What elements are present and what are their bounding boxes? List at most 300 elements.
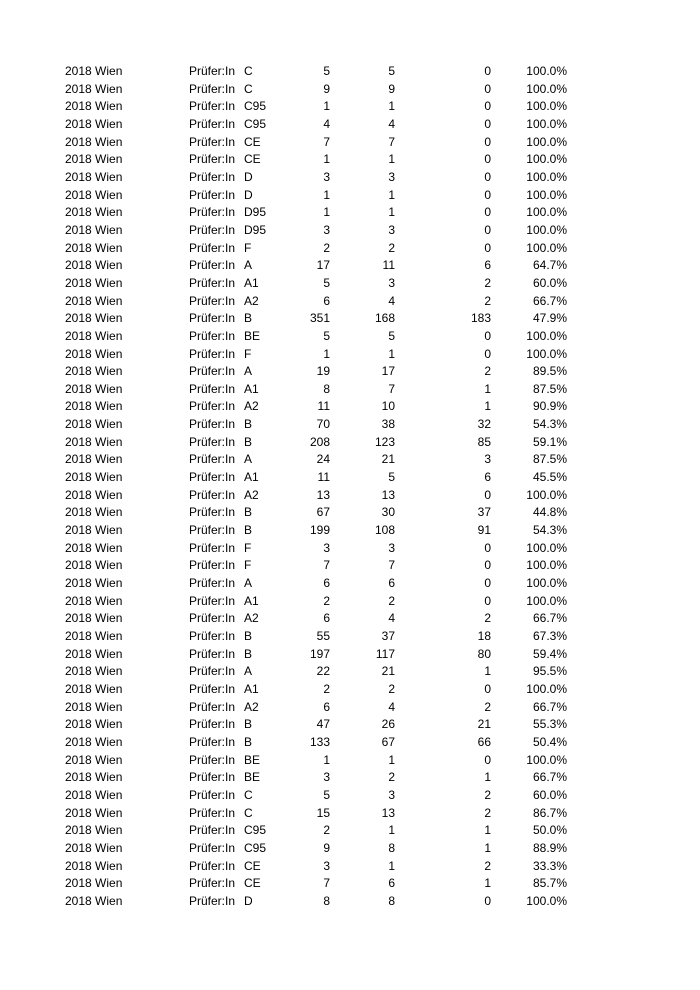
- failed-count-cell: 0: [484, 487, 491, 502]
- role-cell: Prüfer:In: [189, 169, 236, 184]
- role-cell: Prüfer:In: [189, 787, 236, 802]
- role-cell: Prüfer:In: [189, 646, 236, 661]
- failed-count-cell: 2: [484, 858, 491, 873]
- passed-count-cell: 13: [381, 805, 395, 820]
- table-row: [0, 699, 700, 717]
- table-row: [0, 522, 700, 540]
- failed-count-cell: 3: [484, 452, 491, 467]
- pass-rate-cell: 100.0%: [526, 152, 567, 167]
- failed-count-cell: 1: [484, 399, 491, 414]
- role-cell: Prüfer:In: [189, 858, 236, 873]
- table-row: [0, 240, 700, 258]
- total-count-cell: 8: [323, 893, 330, 908]
- failed-count-cell: 0: [484, 81, 491, 96]
- license-class-cell: B: [244, 646, 253, 661]
- total-count-cell: 351: [309, 311, 330, 326]
- pass-rate-cell: 64.7%: [532, 258, 567, 273]
- table-row: [0, 434, 700, 452]
- license-class-cell: F: [244, 346, 252, 361]
- failed-count-cell: 0: [484, 222, 491, 237]
- passed-count-cell: 26: [381, 717, 395, 732]
- license-class-cell: A: [244, 664, 253, 679]
- pass-rate-cell: 100.0%: [526, 116, 567, 131]
- passed-count-cell: 8: [388, 840, 395, 855]
- table-row: [0, 805, 700, 823]
- year-city-cell: 2018 Wien: [65, 346, 123, 361]
- year-city-cell: 2018 Wien: [65, 134, 123, 149]
- role-cell: Prüfer:In: [189, 505, 236, 520]
- year-city-cell: 2018 Wien: [65, 169, 123, 184]
- total-count-cell: 9: [323, 81, 330, 96]
- license-class-cell: C: [244, 81, 253, 96]
- failed-count-cell: 2: [484, 611, 491, 626]
- passed-count-cell: 3: [388, 787, 395, 802]
- table-row: [0, 469, 700, 487]
- pass-rate-cell: 100.0%: [526, 346, 567, 361]
- table-row: [0, 363, 700, 381]
- role-cell: Prüfer:In: [189, 805, 236, 820]
- failed-count-cell: 2: [484, 787, 491, 802]
- license-class-cell: BE: [244, 770, 261, 785]
- license-class-cell: F: [244, 240, 252, 255]
- table-row: [0, 187, 700, 205]
- passed-count-cell: 7: [388, 381, 395, 396]
- pass-rate-cell: 100.0%: [526, 187, 567, 202]
- failed-count-cell: 0: [484, 576, 491, 591]
- table-row: [0, 487, 700, 505]
- failed-count-cell: 21: [477, 717, 491, 732]
- total-count-cell: 17: [316, 258, 330, 273]
- pass-rate-cell: 100.0%: [526, 81, 567, 96]
- pass-rate-cell: 89.5%: [532, 364, 567, 379]
- passed-count-cell: 2: [388, 681, 395, 696]
- license-class-cell: D95: [244, 222, 267, 237]
- total-count-cell: 6: [323, 293, 330, 308]
- table-row: [0, 716, 700, 734]
- role-cell: Prüfer:In: [189, 823, 236, 838]
- failed-count-cell: 0: [484, 893, 491, 908]
- table-row: [0, 893, 700, 911]
- passed-count-cell: 7: [388, 134, 395, 149]
- table-row: [0, 257, 700, 275]
- passed-count-cell: 30: [381, 505, 395, 520]
- passed-count-cell: 168: [374, 311, 395, 326]
- pass-rate-cell: 100.0%: [526, 593, 567, 608]
- failed-count-cell: 0: [484, 752, 491, 767]
- passed-count-cell: 123: [374, 434, 395, 449]
- passed-count-cell: 17: [381, 364, 395, 379]
- year-city-cell: 2018 Wien: [65, 558, 123, 573]
- table-row: [0, 310, 700, 328]
- pass-rate-cell: 60.0%: [532, 787, 567, 802]
- total-count-cell: 6: [323, 611, 330, 626]
- table-row: [0, 540, 700, 558]
- role-cell: Prüfer:In: [189, 152, 236, 167]
- year-city-cell: 2018 Wien: [65, 699, 123, 714]
- table-row: [0, 151, 700, 169]
- pass-rate-cell: 86.7%: [532, 805, 567, 820]
- year-city-cell: 2018 Wien: [65, 646, 123, 661]
- pass-rate-cell: 66.7%: [532, 770, 567, 785]
- total-count-cell: 4: [323, 116, 330, 131]
- pass-rate-cell: 66.7%: [532, 611, 567, 626]
- license-class-cell: A2: [244, 487, 259, 502]
- license-class-cell: C: [244, 805, 253, 820]
- table-row: [0, 840, 700, 858]
- year-city-cell: 2018 Wien: [65, 593, 123, 608]
- failed-count-cell: 1: [484, 876, 491, 891]
- table-row: [0, 328, 700, 346]
- failed-count-cell: 32: [477, 417, 491, 432]
- failed-count-cell: 18: [477, 629, 491, 643]
- license-class-cell: A2: [244, 699, 259, 714]
- role-cell: Prüfer:In: [189, 840, 236, 855]
- year-city-cell: 2018 Wien: [65, 752, 123, 767]
- pass-rate-cell: 59.4%: [532, 646, 567, 661]
- table-row: [0, 769, 700, 787]
- role-cell: Prüfer:In: [189, 452, 236, 467]
- passed-count-cell: 11: [382, 258, 395, 273]
- passed-count-cell: 4: [388, 611, 395, 626]
- table-row: [0, 63, 700, 81]
- total-count-cell: 1: [323, 205, 330, 220]
- role-cell: Prüfer:In: [189, 99, 236, 114]
- license-class-cell: BE: [244, 328, 261, 343]
- failed-count-cell: 183: [470, 311, 491, 326]
- pass-rate-cell: 55.3%: [532, 717, 567, 732]
- table-row: [0, 116, 700, 134]
- failed-count-cell: 0: [484, 540, 491, 555]
- total-count-cell: 1: [323, 99, 330, 114]
- pass-rate-cell: 100.0%: [526, 222, 567, 237]
- table-row: [0, 134, 700, 152]
- role-cell: Prüfer:In: [189, 116, 236, 131]
- pass-rate-cell: 60.0%: [532, 275, 567, 290]
- license-class-cell: C: [244, 787, 253, 802]
- year-city-cell: 2018 Wien: [65, 81, 123, 96]
- year-city-cell: 2018 Wien: [65, 770, 123, 785]
- pass-rate-cell: 59.1%: [532, 434, 567, 449]
- pass-rate-cell: 100.0%: [526, 752, 567, 767]
- license-class-cell: A: [244, 364, 253, 379]
- pass-rate-cell: 66.7%: [532, 293, 567, 308]
- pass-rate-cell: 100.0%: [526, 540, 567, 555]
- passed-count-cell: 67: [381, 734, 395, 749]
- passed-count-cell: 1: [388, 99, 395, 114]
- table-row: [0, 875, 700, 893]
- table-row: [0, 787, 700, 805]
- license-class-cell: B: [244, 434, 253, 449]
- role-cell: Prüfer:In: [189, 876, 236, 891]
- role-cell: Prüfer:In: [189, 576, 236, 591]
- table-row: [0, 381, 700, 399]
- pass-rate-cell: 87.5%: [532, 452, 567, 467]
- pass-rate-cell: 100.0%: [526, 576, 567, 591]
- pass-rate-cell: 54.3%: [532, 417, 567, 432]
- total-count-cell: 7: [323, 876, 330, 891]
- role-cell: Prüfer:In: [189, 611, 236, 626]
- pass-rate-cell: 54.3%: [532, 523, 567, 538]
- license-class-cell: A1: [244, 381, 259, 396]
- failed-count-cell: 0: [484, 64, 491, 78]
- pass-rate-cell: 100.0%: [526, 558, 567, 573]
- license-class-cell: A1: [244, 593, 259, 608]
- license-class-cell: CE: [244, 876, 261, 891]
- failed-count-cell: 80: [477, 646, 491, 661]
- year-city-cell: 2018 Wien: [65, 523, 123, 538]
- role-cell: Prüfer:In: [189, 240, 236, 255]
- role-cell: Prüfer:In: [189, 364, 236, 379]
- year-city-cell: 2018 Wien: [65, 576, 123, 591]
- passed-count-cell: 6: [388, 576, 395, 591]
- table-row: [0, 398, 700, 416]
- passed-count-cell: 4: [388, 116, 395, 131]
- year-city-cell: 2018 Wien: [65, 275, 123, 290]
- total-count-cell: 24: [316, 452, 330, 467]
- role-cell: Prüfer:In: [189, 770, 236, 785]
- license-class-cell: B: [244, 717, 253, 732]
- role-cell: Prüfer:In: [189, 187, 236, 202]
- license-class-cell: F: [244, 540, 252, 555]
- pass-rate-cell: 66.7%: [532, 699, 567, 714]
- passed-count-cell: 108: [374, 523, 395, 538]
- license-class-cell: B: [244, 505, 253, 520]
- license-class-cell: C95: [244, 823, 267, 838]
- table-row: [0, 646, 700, 664]
- total-count-cell: 6: [323, 576, 330, 591]
- passed-count-cell: 5: [388, 64, 395, 78]
- year-city-cell: 2018 Wien: [65, 205, 123, 220]
- table-row: [0, 346, 700, 364]
- total-count-cell: 5: [323, 64, 330, 78]
- pass-rate-cell: 90.9%: [532, 399, 567, 414]
- passed-count-cell: 1: [388, 858, 395, 873]
- failed-count-cell: 0: [484, 116, 491, 131]
- role-cell: Prüfer:In: [189, 593, 236, 608]
- failed-count-cell: 0: [484, 187, 491, 202]
- failed-count-cell: 1: [484, 381, 491, 396]
- role-cell: Prüfer:In: [189, 258, 236, 273]
- role-cell: Prüfer:In: [189, 417, 236, 432]
- total-count-cell: 11: [317, 399, 330, 414]
- year-city-cell: 2018 Wien: [65, 364, 123, 379]
- year-city-cell: 2018 Wien: [65, 222, 123, 237]
- passed-count-cell: 1: [388, 205, 395, 220]
- license-class-cell: A1: [244, 470, 259, 485]
- total-count-cell: 15: [316, 805, 330, 820]
- total-count-cell: 5: [323, 328, 330, 343]
- pass-rate-cell: 100.0%: [526, 240, 567, 255]
- table-row: [0, 822, 700, 840]
- pass-rate-cell: 100.0%: [526, 169, 567, 184]
- failed-count-cell: 0: [484, 681, 491, 696]
- table-row: [0, 752, 700, 770]
- license-class-cell: B: [244, 629, 253, 643]
- table-row: [0, 169, 700, 187]
- pass-rate-cell: 50.4%: [532, 734, 567, 749]
- total-count-cell: 1: [323, 346, 330, 361]
- year-city-cell: 2018 Wien: [65, 876, 123, 891]
- role-cell: Prüfer:In: [189, 399, 236, 414]
- pass-rate-cell: 47.9%: [532, 311, 567, 326]
- year-city-cell: 2018 Wien: [65, 293, 123, 308]
- role-cell: Prüfer:In: [189, 734, 236, 749]
- total-count-cell: 5: [323, 787, 330, 802]
- pass-rate-cell: 85.7%: [532, 876, 567, 891]
- total-count-cell: 197: [309, 646, 330, 661]
- license-class-cell: BE: [244, 752, 261, 767]
- year-city-cell: 2018 Wien: [65, 152, 123, 167]
- license-class-cell: CE: [244, 152, 261, 167]
- year-city-cell: 2018 Wien: [65, 717, 123, 732]
- failed-count-cell: 0: [484, 328, 491, 343]
- license-class-cell: CE: [244, 134, 261, 149]
- total-count-cell: 2: [323, 593, 330, 608]
- license-class-cell: A2: [244, 611, 259, 626]
- passed-count-cell: 3: [388, 540, 395, 555]
- pass-rate-cell: 33.3%: [532, 858, 567, 873]
- passed-count-cell: 2: [388, 240, 395, 255]
- license-class-cell: A1: [244, 681, 259, 696]
- role-cell: Prüfer:In: [189, 752, 236, 767]
- role-cell: Prüfer:In: [189, 222, 236, 237]
- passed-count-cell: 3: [388, 275, 395, 290]
- role-cell: Prüfer:In: [189, 487, 236, 502]
- failed-count-cell: 0: [484, 99, 491, 114]
- year-city-cell: 2018 Wien: [65, 664, 123, 679]
- role-cell: Prüfer:In: [189, 275, 236, 290]
- passed-count-cell: 38: [381, 417, 395, 432]
- passed-count-cell: 13: [381, 487, 395, 502]
- passed-count-cell: 8: [388, 893, 395, 908]
- license-class-cell: F: [244, 558, 252, 573]
- pass-rate-cell: 44.8%: [532, 505, 567, 520]
- year-city-cell: 2018 Wien: [65, 840, 123, 855]
- failed-count-cell: 91: [477, 523, 491, 538]
- license-class-cell: C95: [244, 840, 267, 855]
- table-row: [0, 451, 700, 469]
- table-row: [0, 681, 700, 699]
- role-cell: Prüfer:In: [189, 381, 236, 396]
- table-row: [0, 557, 700, 575]
- year-city-cell: 2018 Wien: [65, 399, 123, 414]
- total-count-cell: 22: [316, 664, 330, 679]
- total-count-cell: 67: [316, 505, 330, 520]
- table-row: [0, 504, 700, 522]
- pass-rate-cell: 100.0%: [526, 99, 567, 114]
- pass-rate-cell: 100.0%: [526, 893, 567, 908]
- table-row: [0, 293, 700, 311]
- license-class-cell: D: [244, 169, 253, 184]
- year-city-cell: 2018 Wien: [65, 417, 123, 432]
- year-city-cell: 2018 Wien: [65, 505, 123, 520]
- role-cell: Prüfer:In: [189, 470, 236, 485]
- passed-count-cell: 9: [388, 81, 395, 96]
- failed-count-cell: 0: [484, 205, 491, 220]
- license-class-cell: B: [244, 523, 253, 538]
- passed-count-cell: 1: [388, 152, 395, 167]
- license-class-cell: A: [244, 576, 253, 591]
- role-cell: Prüfer:In: [189, 205, 236, 220]
- license-class-cell: C: [244, 64, 253, 78]
- failed-count-cell: 0: [484, 346, 491, 361]
- passed-count-cell: 3: [388, 169, 395, 184]
- year-city-cell: 2018 Wien: [65, 116, 123, 131]
- year-city-cell: 2018 Wien: [65, 858, 123, 873]
- table-row: [0, 858, 700, 876]
- table-row: [0, 575, 700, 593]
- failed-count-cell: 37: [477, 505, 491, 520]
- table-row: [0, 610, 700, 628]
- total-count-cell: 2: [323, 681, 330, 696]
- year-city-cell: 2018 Wien: [65, 452, 123, 467]
- license-class-cell: B: [244, 734, 253, 749]
- table-row: [0, 222, 700, 240]
- total-count-cell: 133: [309, 734, 330, 749]
- pass-rate-cell: 100.0%: [526, 205, 567, 220]
- role-cell: Prüfer:In: [189, 328, 236, 343]
- total-count-cell: 1: [323, 752, 330, 767]
- license-class-cell: A2: [244, 399, 259, 414]
- failed-count-cell: 0: [484, 134, 491, 149]
- role-cell: Prüfer:In: [189, 64, 236, 78]
- total-count-cell: 6: [323, 699, 330, 714]
- failed-count-cell: 0: [484, 593, 491, 608]
- passed-count-cell: 4: [388, 293, 395, 308]
- total-count-cell: 1: [323, 187, 330, 202]
- pass-rate-cell: 100.0%: [526, 64, 567, 78]
- failed-count-cell: 2: [484, 293, 491, 308]
- passed-count-cell: 1: [388, 187, 395, 202]
- table-row: [0, 81, 700, 99]
- pass-rate-cell: 87.5%: [532, 381, 567, 396]
- year-city-cell: 2018 Wien: [65, 381, 123, 396]
- role-cell: Prüfer:In: [189, 81, 236, 96]
- total-count-cell: 7: [323, 558, 330, 573]
- license-class-cell: C95: [244, 99, 267, 114]
- license-class-cell: D: [244, 187, 253, 202]
- license-class-cell: D95: [244, 205, 267, 220]
- failed-count-cell: 0: [484, 558, 491, 573]
- total-count-cell: 7: [323, 134, 330, 149]
- table-row: [0, 734, 700, 752]
- year-city-cell: 2018 Wien: [65, 681, 123, 696]
- pass-rate-cell: 100.0%: [526, 328, 567, 343]
- total-count-cell: 5: [323, 275, 330, 290]
- passed-count-cell: 2: [388, 770, 395, 785]
- failed-count-cell: 0: [484, 169, 491, 184]
- year-city-cell: 2018 Wien: [65, 629, 123, 643]
- year-city-cell: 2018 Wien: [65, 487, 123, 502]
- role-cell: Prüfer:In: [189, 558, 236, 573]
- role-cell: Prüfer:In: [189, 717, 236, 732]
- year-city-cell: 2018 Wien: [65, 540, 123, 555]
- failed-count-cell: 1: [484, 840, 491, 855]
- passed-count-cell: 4: [388, 699, 395, 714]
- year-city-cell: 2018 Wien: [65, 787, 123, 802]
- failed-count-cell: 2: [484, 805, 491, 820]
- failed-count-cell: 0: [484, 240, 491, 255]
- year-city-cell: 2018 Wien: [65, 64, 123, 78]
- failed-count-cell: 85: [477, 434, 491, 449]
- table-row: [0, 275, 700, 293]
- year-city-cell: 2018 Wien: [65, 805, 123, 820]
- total-count-cell: 3: [323, 222, 330, 237]
- table-row: [0, 204, 700, 222]
- passed-count-cell: 21: [381, 452, 395, 467]
- spreadsheet-table: [0, 63, 700, 911]
- total-count-cell: 19: [316, 364, 330, 379]
